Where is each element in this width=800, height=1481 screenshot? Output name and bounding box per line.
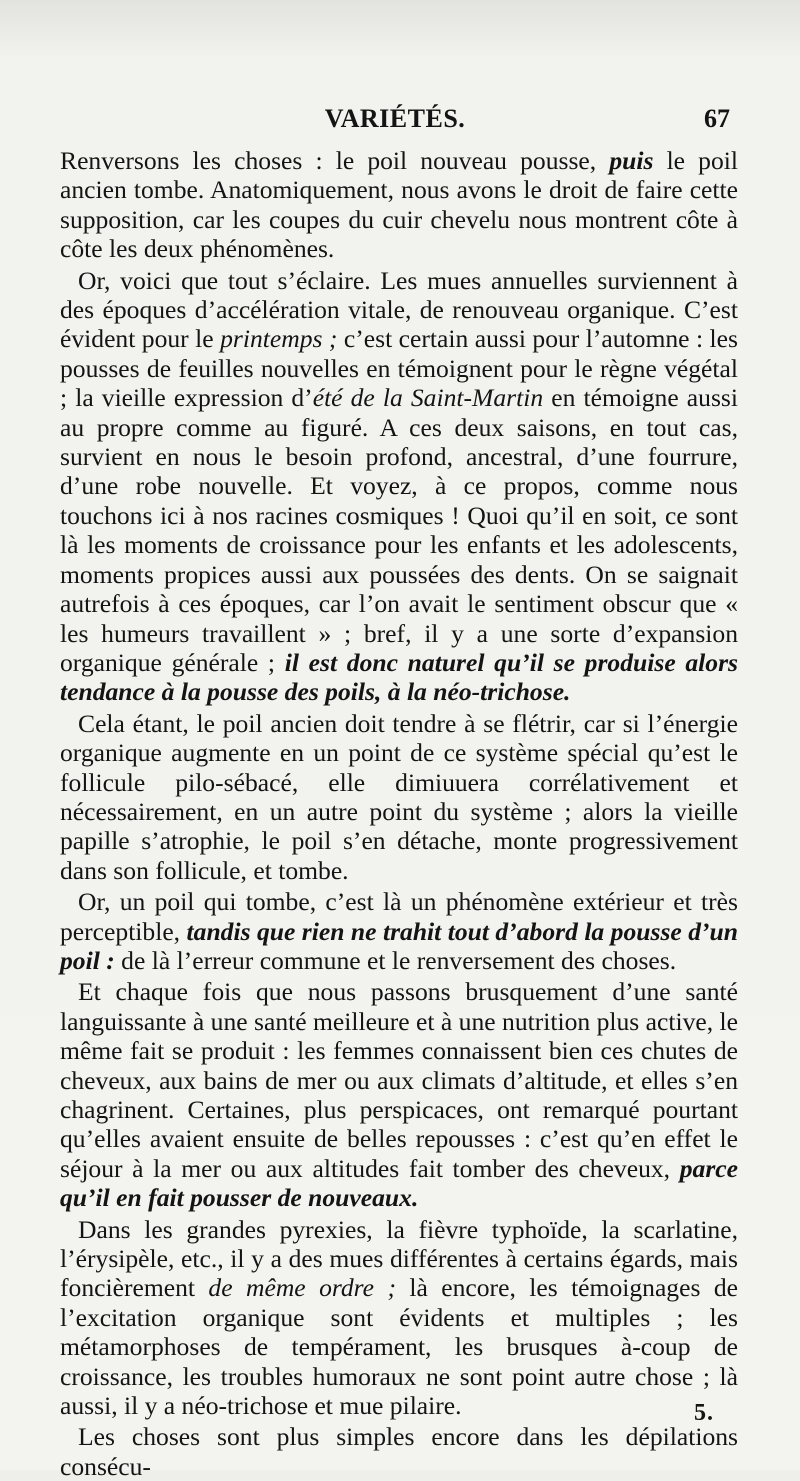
paragraph: [60, 977, 738, 1212]
text-run: en témoigne aussi au propre comme au figuré. A ces deux saisons, en tout cas, survient en nous le besoin profond, ancestral, d’une fourrure, d’une robe nouvelle. Et voyez, à ce propos, comme nous touchons ici à nos racines cosmiques ! Quoi qu’il en soit, ce sont là les moments de croissance pour les enfants et les adolescents, moments propices aussi aux poussées des dents. On se saignait autrefois à ces époques, car l’on avait le sentiment obscur que « les humeurs travaillent » ; bref, il y a une sorte d’expansion organique générale ;: [60, 383, 738, 677]
text-run: Or, voici que tout s’éclaire. Les mues annuelles surviennent à des époques d’accélération vitale, de renouveau organique. C’est évident pour le: [60, 265, 738, 354]
emphasis-text: tandis que rien ne trahit tout d’abord la pousse d’un poil :: [60, 916, 739, 975]
section-title: VARIÉTÉS.: [324, 104, 466, 133]
text-run: Or, un poil qui tombe, c’est là un phénomène extérieur et très perceptible,: [60, 887, 738, 946]
text-run: Dans les grandes pyrexies, la fièvre typhoïde, la scarlatine, l’érysipèle, etc., il y a des mues différentes à certains égards, mais foncièrement: [60, 1214, 738, 1303]
paragraph: [60, 1215, 738, 1421]
text-run: Les choses sont plus simples encore dans les dépilations consécu-: [60, 1422, 738, 1481]
paragraph: [60, 709, 738, 885]
paragraph: [60, 887, 738, 975]
page-number: 67: [704, 104, 730, 133]
emphasis-text: de même ordre ;: [208, 1273, 396, 1303]
running-head: [60, 104, 730, 144]
paragraph: [60, 266, 738, 707]
emphasis-text: puis: [609, 146, 654, 175]
emphasis-text: été de la Saint-Martin: [312, 383, 544, 413]
emphasis-text: parce qu’il en fait pousser de nouveaux.: [60, 1153, 738, 1213]
text-run: c’est certain aussi pour l’automne : les pousses de feuilles nouvelles en témoignent pour le règne végétal ; la vieille expression d’: [60, 324, 738, 413]
text-run: Et chaque fois que nous passons brusquement d’une santé languissante à une santé meilleure et à une nutrition plus active, le même fait se produit : les femmes connaissent bien ces chutes de cheveux, aux bains de mer ou aux climats d’altitude, et elles s’en chagrinent. Certaines, plus perspicaces, ont remarqué pourtant qu’elles avaient ensuite de belles repousses : c’est qu’en effet le séjour à la mer ou aux altitudes fait tomber des cheveux,: [60, 977, 739, 1183]
emphasis-text: printemps ;: [220, 324, 338, 354]
emphasis-text: il est donc naturel qu’il se produise alors tendance à la pousse des poils, à la néo-trichose.: [60, 647, 738, 707]
paragraph: [60, 146, 738, 264]
text-run: de là l’erreur commune et le renversement des choses.: [114, 945, 677, 975]
text-run: Cela étant, le poil ancien doit tendre à se flétrir, car si l’énergie organique augmente en un point de ce système spécial qu’est le follicule pilo-sébacé, elle dimiuuera corrélativement et nécessairement, en un autre point du système ; alors la vieille papille s’atrophie, le poil s’en détache, monte progressivement dans son follicule, et tombe.: [60, 708, 738, 885]
paragraph: [60, 1422, 738, 1481]
signature-mark: 5.: [694, 1400, 714, 1426]
text-run: le poil ancien tombe. Anatomiquement, nous avons le droit de faire cette supposition, car les coupes du cuir chevelu nous montrent côte à côte les deux phénomènes.: [60, 146, 738, 264]
text-run: Renversons les choses : le poil nouveau pousse,: [60, 146, 610, 175]
text-run: là encore, les témoignages de l’excitation organique sont évidents et multiples ; les métamorphoses de tempérament, les brusques à-coup de croissance, les troubles humoraux ne sont point autre chose ; là aussi, il y a néo-trichose et mue pilaire.: [60, 1273, 738, 1421]
body-text: [60, 146, 738, 1481]
